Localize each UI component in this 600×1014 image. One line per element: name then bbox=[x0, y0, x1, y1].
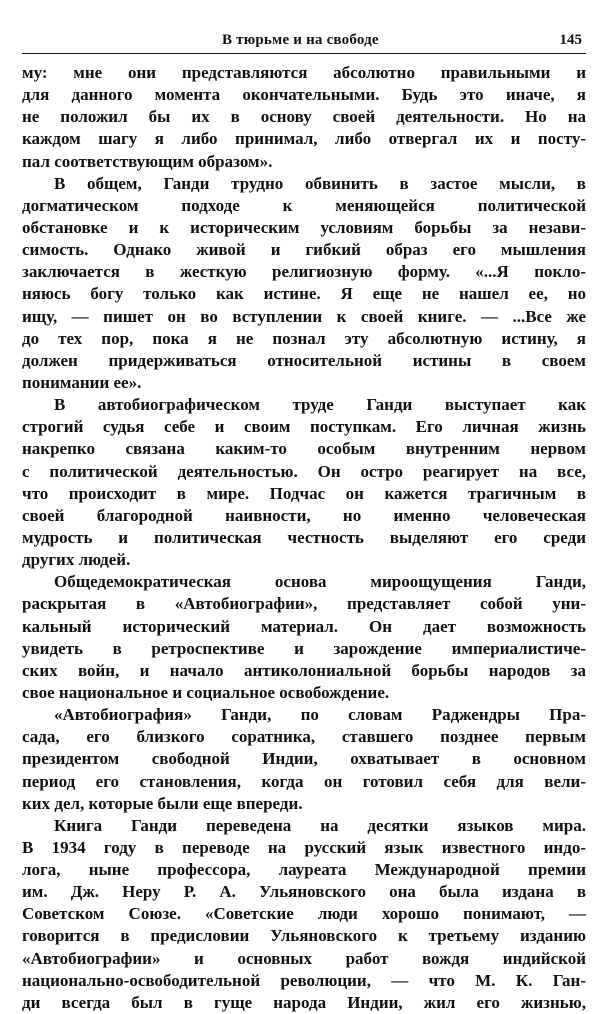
page-header bbox=[22, 30, 586, 54]
text-line: ищу, — пишет он во вступлении к своей книге. — ...Все же bbox=[22, 306, 586, 326]
text-line: ких дел, которые были еще впереди. bbox=[22, 793, 303, 813]
text-line: понимании ее». bbox=[22, 372, 142, 392]
text-line: своей благородной наивности, но именно человеческая bbox=[22, 505, 586, 525]
text-line: Общедемократическая основа мироощущения Ганди, bbox=[54, 572, 586, 592]
text-line: кальный исторический материал. Он дает возможность bbox=[22, 616, 586, 636]
text-line: других людей. bbox=[22, 550, 131, 570]
text-line: Книга Ганди переведена на десятки языков мира. bbox=[54, 815, 586, 835]
text-line: симость. Однако живой и гибкий образ его мышления bbox=[22, 240, 586, 260]
text-line: говорится в предисловии Ульяновского к третьему изданию bbox=[22, 926, 586, 946]
text-line: свое национальное и социальное освобождение. bbox=[22, 682, 390, 702]
page-number: 145 bbox=[559, 32, 582, 48]
text-line: му: мне они представляются абсолютно правильными и bbox=[22, 63, 586, 82]
text-line: «Автобиографии» и основных работ вождя индийской bbox=[22, 948, 586, 968]
text-line: президентом свободной Индии, охватывает в основном bbox=[22, 749, 586, 769]
text-line: период его становления, когда он готовил себя для вели- bbox=[22, 771, 586, 791]
text-line: должен придерживаться относительной истины в своем bbox=[22, 350, 586, 370]
text-line: «Автобиография» Ганди, по словам Раджендры Пра- bbox=[54, 705, 586, 725]
body-text bbox=[22, 62, 586, 1014]
text-line: раскрытая в «Автобиографии», представляет собой уни- bbox=[22, 594, 586, 614]
text-line: обстановке и к историческим условиям борьбы за незави- bbox=[22, 217, 586, 237]
text-line: лога, ныне профессора, лауреата Международной премии bbox=[22, 860, 586, 880]
text-line: пал соответствующим образом». bbox=[22, 151, 273, 171]
text-line: национально-освободительной революции, — что М. К. Ган- bbox=[22, 970, 586, 990]
text-line: В 1934 году в переводе на русский язык известного индо- bbox=[22, 837, 586, 857]
text-line: ских войн, и начало антиколониальной борьбы народов за bbox=[22, 660, 586, 680]
text-line: догматическом подходе к меняющейся политической bbox=[22, 195, 586, 215]
text-line: не положил бы их в основу своей деятельности. Но на bbox=[22, 107, 586, 127]
text-line: Советском Союзе. «Советские люди хорошо понимают, — bbox=[22, 904, 586, 924]
text-line: няюсь богу только как истине. Я еще не нашел ее, но bbox=[22, 284, 586, 304]
text-line: что происходит в мире. Подчас он кажется трагичным в bbox=[22, 483, 586, 503]
text-line: ди всегда был в гуще народа Индии, жил его жизнью, bbox=[22, 992, 586, 1012]
header-rule bbox=[22, 53, 586, 54]
running-title: В тюрьме и на свободе bbox=[222, 32, 379, 48]
text-line: накрепко связана каким-то особым внутренним нервом bbox=[22, 439, 586, 459]
text-line: до тех пор, пока я не познал эту абсолютную истину, я bbox=[22, 328, 586, 348]
text-line: им. Дж. Неру Р. А. Ульяновского она была издана в bbox=[22, 882, 586, 902]
text-line: с политической деятельностью. Он остро реагирует на все, bbox=[22, 461, 586, 481]
text-line: заключается в жесткую религиозную форму. «...Я покло- bbox=[22, 262, 586, 282]
text-line: увидеть в ретроспективе и зарождение империалистиче- bbox=[22, 638, 586, 658]
text-line: для данного момента окончательными. Будь это иначе, я bbox=[22, 85, 586, 105]
text-line: сада, его близкого соратника, ставшего позднее первым bbox=[22, 727, 586, 747]
text-line: В автобиографическом труде Ганди выступает как bbox=[54, 395, 586, 415]
text-line: строгий судья себе и своим поступкам. Его личная жизнь bbox=[22, 417, 586, 437]
text-line: В общем, Ганди трудно обвинить в застое мысли, в bbox=[54, 173, 586, 193]
text-line: мудрость и политическая честность выделяют его среди bbox=[22, 527, 586, 547]
text-line: каждом шагу я либо принимал, либо отвергал их и посту- bbox=[22, 129, 586, 149]
